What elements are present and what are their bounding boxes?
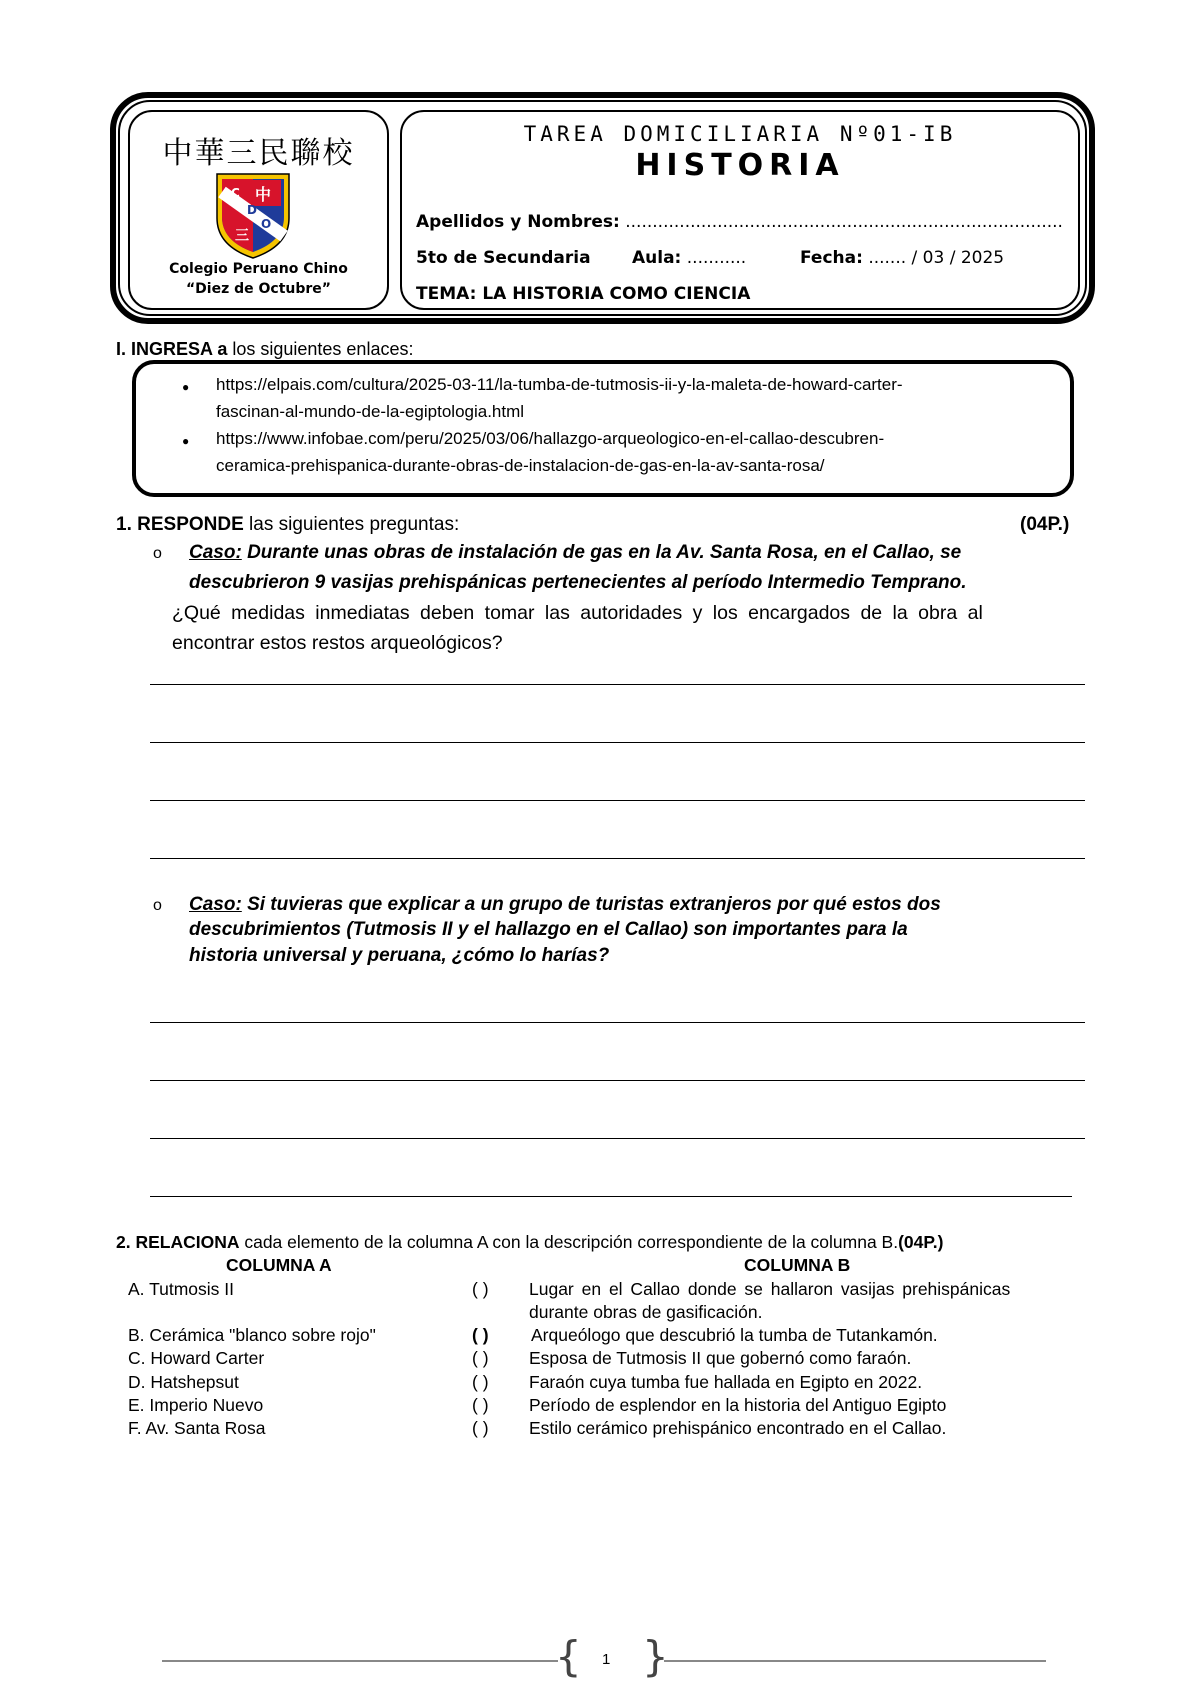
section-i-rest: los siguientes enlaces:: [227, 339, 414, 359]
tema-line: [416, 284, 750, 304]
match-b-item: Lugar en el Callao donde se hallaron vasijas prehispánicas: [529, 1279, 1011, 1299]
match-a-item: D. Hatshepsut: [128, 1372, 239, 1392]
match-b-item: Estilo cerámico prehispánico encontrado en el Callao.: [529, 1418, 947, 1438]
case-1-label: Caso:: [189, 542, 242, 563]
answer-line[interactable]: [150, 1080, 1085, 1081]
footer-brace-left: {: [555, 1632, 582, 1681]
section-2-heading: [116, 1232, 944, 1253]
aula-blank: ...........: [686, 248, 747, 268]
match-answer-paren[interactable]: ( ): [472, 1395, 489, 1415]
footer-rule-right: [664, 1660, 1046, 1662]
school-shield-logo: [213, 170, 293, 260]
link-2-line-1[interactable]: https://www.infobae.com/peru/2025/03/06/hallazgo-arqueologico-en-el-callao-descubren-: [216, 429, 885, 448]
match-a-item: B. Cerámica "blanco sobre rojo": [128, 1325, 376, 1345]
match-a-item: A. Tutmosis II: [128, 1279, 234, 1299]
names-label: Apellidos y Nombres:: [416, 212, 620, 232]
page-number: 1: [602, 1651, 611, 1668]
section-2-rest: cada elemento de la columna A con la descripción correspondiente de la columna B.: [239, 1232, 899, 1252]
section-1-heading: [116, 514, 459, 536]
shield-char-san: 三: [235, 228, 249, 244]
shield-char-zhong: 中: [255, 185, 272, 204]
footer-rule-left: [162, 1660, 558, 1662]
match-answer-paren[interactable]: ( ): [472, 1418, 489, 1438]
column-a-header: COLUMNA A: [226, 1255, 332, 1275]
footer-brace-right: }: [642, 1632, 669, 1681]
case-2-text-1: Si tuvieras que explicar a un grupo de turistas extranjeros por qué estos dos: [241, 894, 941, 915]
bullet-dot-icon: ●: [182, 434, 190, 448]
answer-line[interactable]: [150, 800, 1085, 801]
section-1-label: 1. RESPONDE: [116, 514, 244, 535]
match-b-item: Esposa de Tutmosis II que gobernó como faraón.: [529, 1348, 912, 1368]
case-2-label: Caso:: [189, 894, 242, 915]
case-1-line-2: descubrieron 9 vasijas prehispánicas pertenecientes al período Intermedio Temprano.: [189, 572, 967, 593]
link-1-line-2[interactable]: fascinan-al-mundo-de-la-egiptologia.html: [216, 402, 525, 421]
subject-title: HISTORIA: [635, 148, 845, 183]
match-answer-paren[interactable]: ( ): [472, 1325, 489, 1345]
shield-letter-o: O: [261, 217, 272, 231]
column-b-header: COLUMNA B: [744, 1255, 851, 1275]
case-1-line-1: [189, 542, 961, 564]
match-a-item: E. Imperio Nuevo: [128, 1395, 264, 1415]
answer-line[interactable]: [150, 684, 1085, 685]
fecha-field[interactable]: [800, 248, 1004, 268]
school-name-line-1: Colegio Peruano Chino: [169, 261, 348, 277]
match-a-item: F. Av. Santa Rosa: [128, 1418, 266, 1438]
match-b-item: Faraón cuya tumba fue hallada en Egipto en 2022.: [529, 1372, 923, 1392]
link-2-line-2[interactable]: ceramica-prehispanica-durante-obras-de-instalacion-de-gas-en-la-av-santa-rosa/: [216, 456, 825, 475]
section-1-points: (04P.): [1020, 514, 1070, 535]
match-b-item-cont: durante obras de gasificación.: [529, 1302, 763, 1322]
match-a-item: C. Howard Carter: [128, 1348, 265, 1368]
answer-line[interactable]: [150, 742, 1085, 743]
grade-label: [416, 248, 591, 268]
case-2-line-3: historia universal y peruana, ¿cómo lo harías?: [189, 945, 610, 966]
section-2-label: 2. RELACIONA: [116, 1232, 240, 1252]
case-1-question-2: encontrar estos restos arqueológicos?: [172, 632, 503, 654]
case-2-line-1: [189, 894, 941, 916]
aula-field[interactable]: [632, 248, 746, 268]
case-1-question-1: ¿Qué medidas inmediatas deben tomar las autoridades y los encargados de la obra al: [172, 602, 983, 624]
task-title: TAREA DOMICILIARIA Nº01-IB: [523, 122, 957, 146]
answer-line[interactable]: [150, 858, 1085, 859]
section-i-label: I. INGRESA a: [116, 339, 228, 359]
shield-letter-d: D: [247, 203, 257, 217]
case-1-bullet: o: [153, 545, 162, 562]
section-2-points: (04P.): [898, 1232, 944, 1252]
case-2-line-2: descubrimientos (Tutmosis II y el hallazgo en el Callao) son importantes para la: [189, 919, 908, 940]
section-1-rest: las siguientes preguntas:: [243, 514, 460, 535]
fecha-label: Fecha:: [800, 248, 863, 268]
tema-text: TEMA: LA HISTORIA COMO CIENCIA: [416, 284, 751, 304]
school-name-line-2: “Diez de Octubre”: [185, 281, 331, 297]
answer-line[interactable]: [150, 1138, 1085, 1139]
match-answer-paren[interactable]: ( ): [472, 1348, 489, 1368]
answer-line[interactable]: [150, 1196, 1072, 1197]
shield-letter-c: C: [231, 186, 240, 200]
fecha-value: / 03 / 2025: [911, 248, 1005, 268]
names-blank: .................................................................................: [625, 212, 1063, 232]
school-chinese-name: 中華三民聯校: [162, 136, 355, 171]
case-2-bullet: o: [153, 897, 162, 914]
answer-line[interactable]: [150, 1022, 1085, 1023]
match-b-item: Arqueólogo que descubrió la tumba de Tutankamón.: [531, 1325, 938, 1345]
match-answer-paren[interactable]: ( ): [472, 1279, 489, 1299]
case-1-text-1: Durante unas obras de instalación de gas en la Av. Santa Rosa, en el Callao, se: [241, 542, 962, 563]
link-1-line-1[interactable]: https://elpais.com/cultura/2025-03-11/la-tumba-de-tutmosis-ii-y-la-maleta-de-howard-carter-: [216, 375, 903, 394]
fecha-blank: .......: [868, 248, 907, 268]
match-answer-paren[interactable]: ( ): [472, 1372, 489, 1392]
section-i-heading: [116, 339, 413, 360]
names-field[interactable]: [416, 212, 1063, 232]
grade-text: 5to de Secundaria: [416, 248, 591, 268]
bullet-dot-icon: ●: [182, 380, 190, 394]
match-b-item: Período de esplendor en la historia del Antiguo Egipto: [529, 1395, 947, 1415]
aula-label: Aula:: [632, 248, 682, 268]
